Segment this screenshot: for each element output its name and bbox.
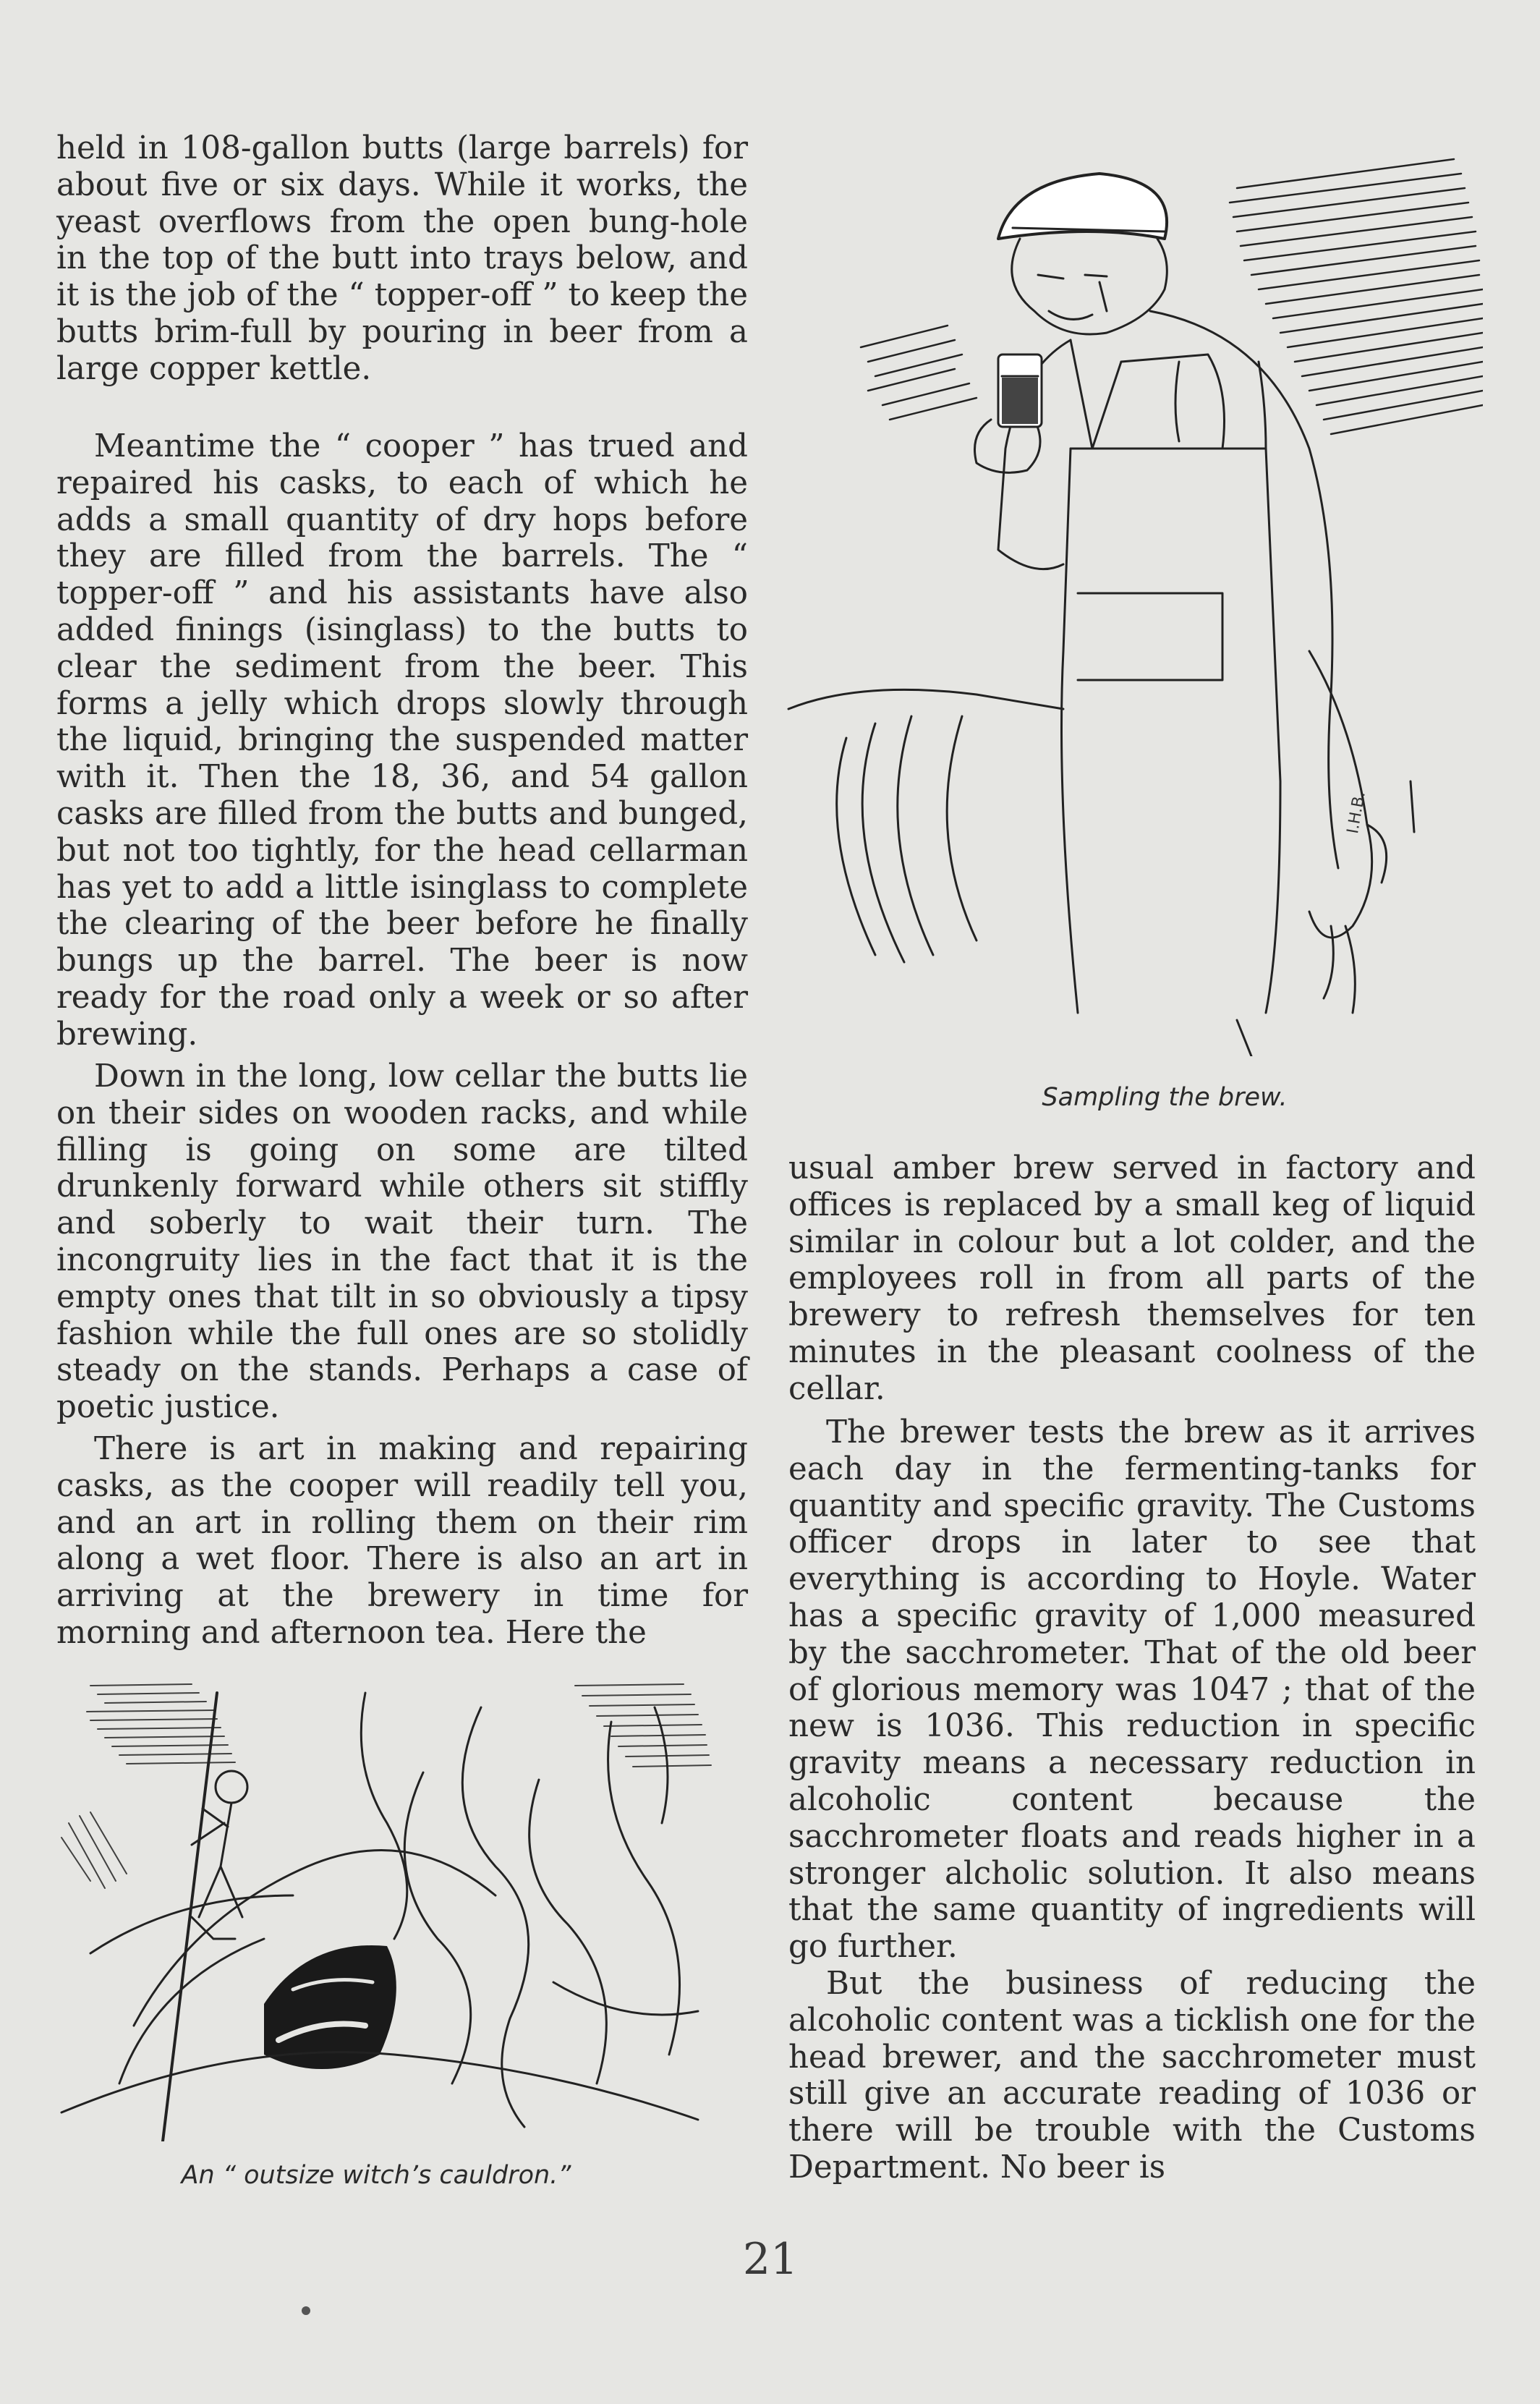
- brewer-caption: Sampling the brew.: [1042, 1083, 1288, 1112]
- page-number: 21: [742, 2234, 799, 2285]
- cauldron-illustration: [47, 1678, 741, 2141]
- paragraph-1: held in 108-gallon butts (large barrels) for about five or six days. While it works, the yeast overflows from the open bung-hole in the top of the butt into trays below, and it is the job of the “ topper-off ” to keep the butts brim-full by pouring in beer from a large copper kettle.: [56, 130, 748, 387]
- cauldron-caption: An “ outsize witch’s cauldron.”: [181, 2161, 571, 2190]
- paragraph-2: Meantime the “ cooper ” has trued and repaired his casks, to each of which he adds a small quantity of dry hops before they are filled from the barrels. The “ topper-off ” and his assistants have also added finings (isinglass) to the butts to clear the sediment from the beer. This forms a jelly which drops slowly through the liquid, bringing the suspended matter with it. Then the 18, 36, and 54 gallon casks are filled from the butts and bunged, but not too tightly, for the head cellarman has yet to add a little isinglass to complete the clearing of the beer before he finally bungs up the barrel. The beer is now ready for the road only a week or so after brewing.: [56, 428, 748, 1053]
- paragraph-3: Down in the long, low cellar the butts lie on their sides on wooden racks, and while filling is going on some are tilted drunkenly forward while others sit stiffly and soberly to wait their turn. The incongruity lies in the fact that it is the empty ones that tilt in so obviously a tipsy fashion while the full ones are so stolidly steady on the stands. Perhaps a case of poetic justice.: [56, 1058, 748, 1426]
- paragraph-7: But the business of reducing the alcoholic content was a ticklish one for the head brewer, and the sacchrometer must still give an accurate reading of 1036 or there will be trouble with the Customs Department. No beer is: [788, 1966, 1476, 2186]
- paragraph-6: The brewer tests the brew as it arrives each day in the fermenting-tanks for quantity and specific gravity. The Customs officer drops in later to see that everything is according to Hoyle. Water has a specific gravity of 1,000 measured by the sacchrometer. That of the old beer of glorious memory was 1047 ; that of the new is 1036. This reduction in specific gravity means a necessary reduction in alcoholic content because the sacchrometer floats and reads higher in a stronger alcholic solution. It also means that the same quantity of ingredients will go further.: [788, 1414, 1476, 1966]
- print-speck: [302, 2306, 310, 2315]
- paragraph-5: usual amber brew served in factory and offices is replaced by a small keg of liquid similar in colour but a lot colder, and the employees roll in from all parts of the brewery to refresh themselves for ten minutes in the pleasant coolness of the cellar.: [788, 1150, 1476, 1407]
- paragraph-4: There is art in making and repairing casks, as the cooper will readily tell you, and an art in rolling them on their rim along a wet floor. There is also an art in arriving at the brewery in time for morning and afternoon tea. Here the: [56, 1431, 748, 1651]
- brewer-illustration: [760, 145, 1483, 1056]
- artist-signature: I.H.B.: [1344, 790, 1369, 836]
